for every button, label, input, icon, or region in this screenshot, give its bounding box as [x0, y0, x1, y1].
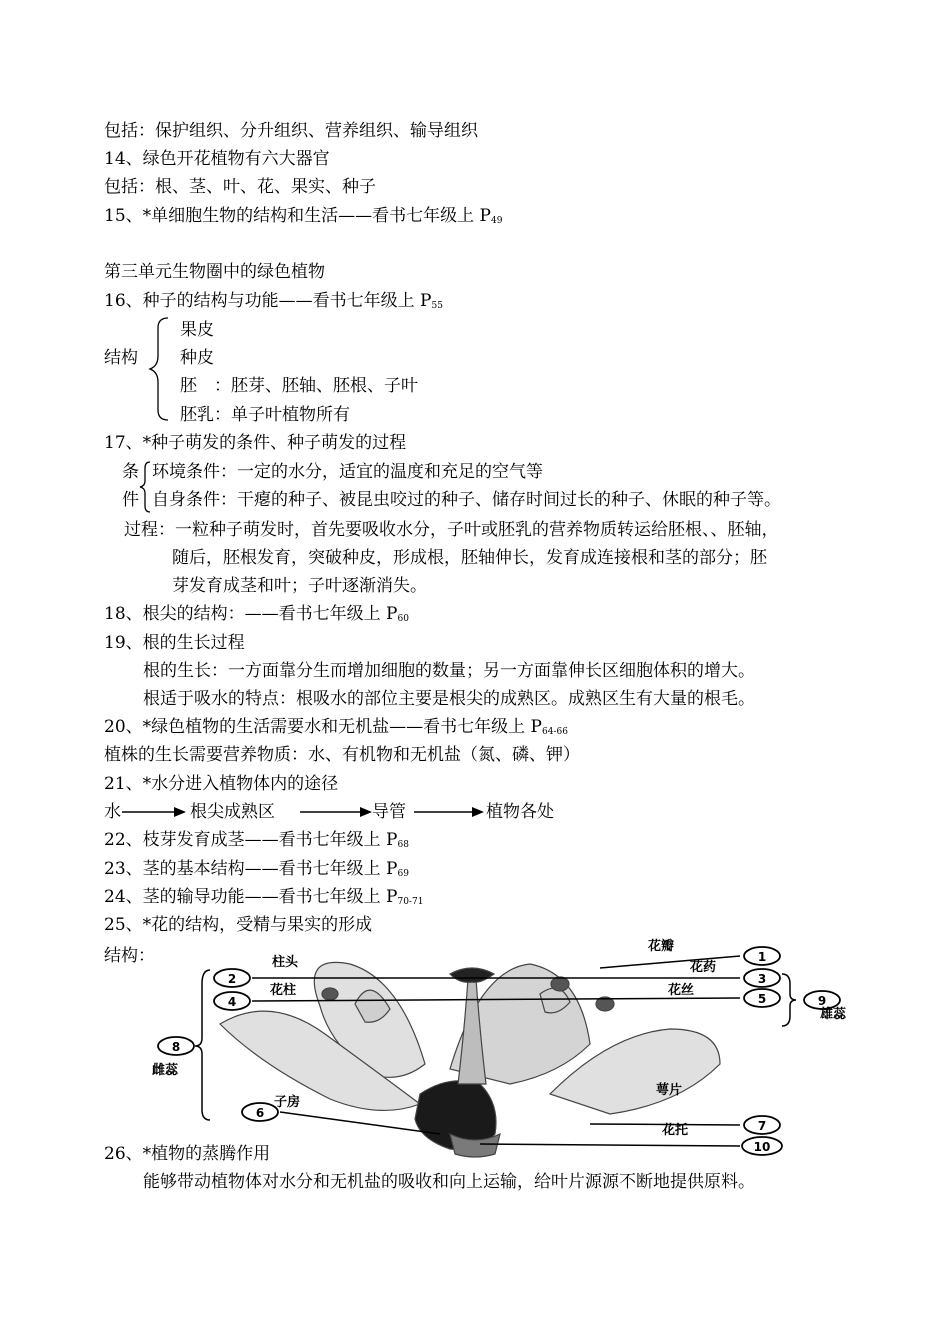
flower-structure-diagram [150, 934, 870, 1164]
num-10: 10 [753, 1140, 771, 1154]
condition-brace [138, 460, 152, 514]
num-6: 6 [255, 1106, 265, 1120]
root-absorb: 根适于吸水的特点：根吸水的部位主要是根尖的成熟区。成熟区生有大量的根毛。 [143, 689, 755, 709]
line-22: 22、枝芽发育成茎——看书七年级上 $P_{68}$ [104, 830, 409, 850]
line-tissues: 包括：保护组织、分升组织、营养组织、输导组织 [104, 121, 478, 141]
line-20: 20、*绿色植物的生活需要水和无机盐——看书七年级上 $P_{64-66}$ [104, 717, 568, 737]
num-9: 9 [817, 994, 827, 1008]
num-8: 8 [171, 1040, 181, 1054]
process-line-2: 随后，胚根发育，突破种皮，形成根，胚轴伸长，发育成连接根和茎的部分；胚 [172, 548, 767, 568]
line-structure: 结构： [104, 946, 155, 966]
line-nutrients: 植株的生长需要营养物质：水、有机物和无机盐（氮、磷、钾） [104, 745, 580, 765]
structure-label: 结构 [104, 348, 138, 368]
line-organs: 包括：根、茎、叶、花、果实、种子 [104, 177, 376, 197]
line-21: 21、*水分进入植物体内的途径 [104, 774, 339, 794]
seed-endosperm: 胚乳：单子叶植物所有 [180, 405, 350, 425]
unit-title: 第三单元生物圈中的绿色植物 [104, 262, 325, 282]
line-23: 23、茎的基本结构——看书七年级上 $P_{69}$ [104, 859, 409, 879]
num-7: 7 [757, 1119, 767, 1133]
condition-label-b: 件 [122, 490, 139, 510]
seed-structure-brace [148, 316, 172, 422]
num-2: 2 [227, 972, 237, 986]
flow-root-zone: 根尖成熟区 [190, 802, 275, 822]
flow-everywhere: 植物各处 [486, 802, 554, 822]
flow-arrow-3 [414, 806, 484, 818]
process-line-3: 芽发育成茎和叶；子叶逐渐消失。 [172, 576, 427, 596]
label-petal: 花瓣 [648, 939, 675, 954]
num-4: 4 [227, 995, 237, 1009]
flow-arrow-1 [122, 806, 186, 818]
seed-embryo: 胚 ：胚芽、胚轴、胚根、子叶 [180, 376, 418, 396]
root-growth: 根的生长：一方面靠分生而增加细胞的数量；另一方面靠伸长区细胞体积的增大。 [143, 661, 755, 681]
line-17: 17、*种子萌发的条件、种子萌发的过程 [104, 433, 407, 453]
line-26: 26、*植物的蒸腾作用 [104, 1144, 271, 1164]
num-1: 1 [757, 950, 767, 964]
label-sepal: 萼片 [656, 1083, 683, 1098]
process-line-1: 过程：一粒种子萌发时，首先要吸收水分，子叶或胚乳的营养物质转运给胚根、、胚轴， [124, 520, 779, 540]
label-ovary: 子房 [274, 1095, 301, 1110]
line-25: 25、*花的结构，受精与果实的形成 [104, 915, 373, 935]
line-16: 16、种子的结构与功能——看书七年级上 $P_{55}$ [104, 291, 443, 311]
num-5: 5 [757, 992, 767, 1006]
label-stigma: 柱头 [272, 955, 299, 970]
flow-water: 水 [104, 802, 121, 822]
seed-coat: 种皮 [180, 348, 214, 368]
transpiration-text: 能够带动植物体对水分和无机盐的吸收和向上运输，给叶片源源不断地提供原料。 [143, 1172, 755, 1192]
num-3: 3 [757, 972, 767, 986]
label-style: 花柱 [270, 983, 297, 998]
label-pistil: 雌蕊 [152, 1063, 179, 1078]
label-anther: 花药 [690, 960, 717, 975]
line-14: 14、绿色开花植物有六大器官 [104, 149, 330, 169]
condition-label-a: 条 [122, 462, 139, 482]
line-15: 15、*单细胞生物的结构和生活——看书七年级上 $P_{49}$ [104, 206, 503, 226]
label-stamen: 雄蕊 [820, 1007, 847, 1022]
label-receptacle: 花托 [662, 1123, 689, 1138]
condition-self: 自身条件：干瘪的种子、被昆虫咬过的种子、储存时间过长的种子、休眠的种子等。 [152, 490, 781, 510]
line-18: 18、根尖的结构：——看书七年级上 $P_{60}$ [104, 604, 409, 624]
label-filament: 花丝 [668, 983, 695, 998]
line-24: 24、茎的输导功能——看书七年级上 $P_{70-71}$ [104, 887, 424, 907]
flow-arrow-2 [300, 806, 372, 818]
condition-environment: 环境条件：一定的水分，适宜的温度和充足的空气等 [152, 462, 543, 482]
seed-pericarp: 果皮 [180, 320, 214, 340]
flow-vessel: 导管 [372, 802, 406, 822]
line-19: 19、根的生长过程 [104, 633, 245, 653]
